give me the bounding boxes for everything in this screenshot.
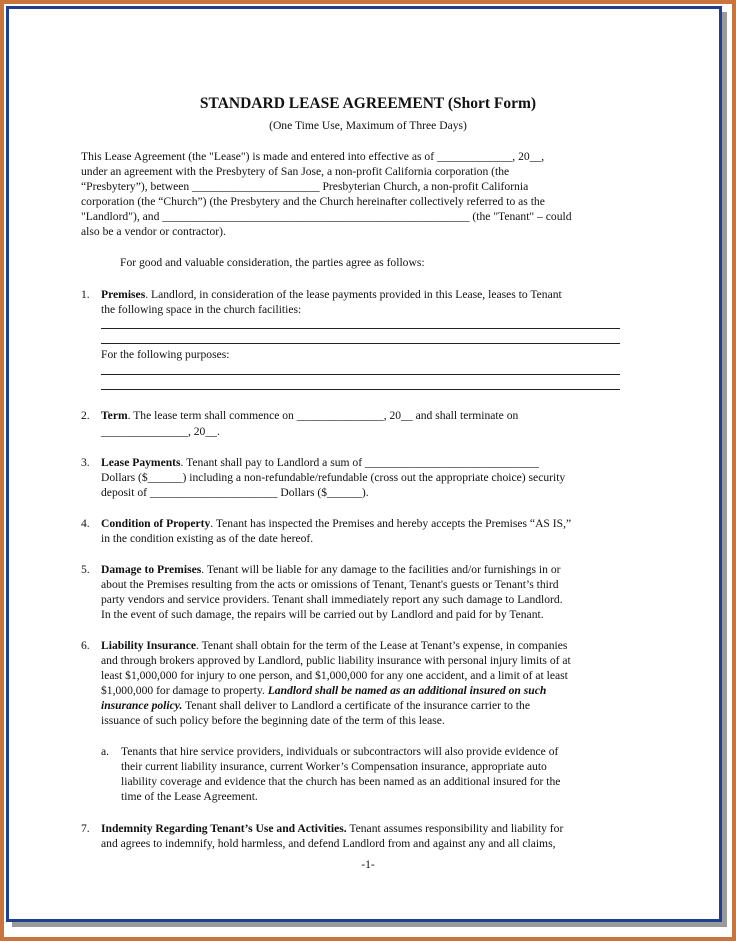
section-5-line: In the event of such damage, the repairs will be carried out by Landlord and paid for by Tenant.: [101, 608, 544, 621]
section-number: 2.: [81, 409, 90, 422]
intro-line: under an agreement with the Presbytery of San Jose, a non-profit California corporation (the: [81, 165, 510, 178]
section-heading: Damage to Premises: [101, 563, 202, 576]
section-3-line: deposit of ______________________ Dollars ($______).: [101, 486, 369, 499]
intro-line: “Presbytery”), between ______________________ Presbyterian Church, a non-profit California: [81, 180, 529, 193]
section-number: 3.: [81, 456, 90, 469]
section-number: 1.: [81, 288, 90, 301]
section-heading: Liability Insurance: [101, 639, 197, 652]
section-heading: Lease Payments: [101, 456, 181, 469]
section-heading: Term: [101, 409, 128, 422]
emphasis-text: Landlord shall be named as an additional insured on such: [267, 684, 547, 697]
section-6-line: and through brokers approved by Landlord, public liability insurance with personal injury limits of at: [101, 654, 571, 667]
section-heading: Premises: [101, 288, 146, 301]
section-7-line: and agrees to indemnify, hold harmless, and defend Landlord from and against any and all claims,: [101, 837, 556, 850]
section-6-line: least $1,000,000 for injury to one person, and $1,000,000 for any one accident, and a limit of at least: [101, 669, 568, 682]
section-6-line: issuance of such policy before the beginning date of the term of this lease.: [101, 714, 445, 727]
section-number: 7.: [81, 822, 90, 835]
section-6a-line: their current liability insurance, current Worker’s Compensation insurance, appropriate auto: [121, 760, 547, 773]
section-6a-line: liability coverage and evidence that the church has been named as an additional insured for the: [121, 775, 561, 788]
section-3-line: Dollars ($______) including a non-refundable/refundable (cross out the appropriate choice) security: [101, 471, 566, 484]
document-title: STANDARD LEASE AGREEMENT (Short Form): [199, 95, 537, 112]
section-6a-line: Tenants that hire service providers, individuals or subcontractors will also provide evidence of: [121, 745, 559, 758]
intro-line: This Lease Agreement (the "Lease") is made and entered into effective as of _____________, 20__,: [81, 150, 545, 163]
blank-line: [101, 389, 620, 390]
section-6-line: Liability Insurance. Tenant shall obtain for the term of the Lease at Tenant’s expense, in companies: [101, 639, 568, 652]
emphasis-text: insurance policy.: [101, 699, 183, 712]
section-6a-line: time of the Lease Agreement.: [121, 790, 258, 803]
purposes-label: For the following purposes:: [101, 348, 230, 361]
section-6-line: insurance policy. Tenant shall deliver to Landlord a certificate of the insurance carrier to the: [101, 699, 530, 712]
section-1-line: the following space in the church facilities:: [101, 303, 302, 316]
section-number: 4.: [81, 517, 90, 530]
subsection-letter: a.: [101, 745, 110, 758]
consideration-text: For good and valuable consideration, the parties agree as follows:: [120, 256, 425, 269]
section-2-line: Term. The lease term shall commence on _______________, 20__ and shall terminate on: [101, 409, 519, 422]
section-6-line: $1,000,000 for damage to property. Landlord shall be named as an additional insured on such: [101, 684, 547, 697]
section-3-line: Lease Payments. Tenant shall pay to Landlord a sum of ______________________________: [101, 456, 539, 469]
page-number: -1-: [361, 858, 375, 871]
section-5-line: Damage to Premises. Tenant will be liable for any damage to the facilities and/or furnishings in or: [101, 563, 561, 576]
section-number: 5.: [81, 563, 90, 576]
document-subtitle: (One Time Use, Maximum of Three Days): [269, 119, 467, 132]
blank-line: [101, 343, 620, 344]
section-2-line: _______________, 20__.: [101, 425, 220, 438]
section-5-line: party vendors and service providers. Tenant shall immediately report any such damage to Landlord.: [101, 593, 563, 606]
section-heading: Indemnity Regarding Tenant’s Use and Activities.: [101, 822, 347, 835]
intro-line: "Landlord"), and _____________________________________________________ (the "Tenant" – could: [81, 210, 572, 223]
section-heading: Condition of Property: [101, 517, 211, 530]
blank-line: [101, 328, 620, 329]
intro-line: also be a vendor or contractor).: [81, 225, 226, 238]
intro-line: corporation (the “Church”) (the Presbytery and the Church hereinafter collectively referred to as the: [81, 195, 545, 208]
section-5-line: about the Premises resulting from the acts or omissions of Tenant, Tenant's guests or Tenant’s third: [101, 578, 559, 591]
section-number: 6.: [81, 639, 90, 652]
blank-line: [101, 374, 620, 375]
section-1-line: Premises. Landlord, in consideration of the lease payments provided in this Lease, leases to Tenant: [101, 288, 562, 301]
section-4-line: Condition of Property. Tenant has inspected the Premises and hereby accepts the Premises “AS IS,”: [101, 517, 572, 530]
section-7-line: Indemnity Regarding Tenant’s Use and Activities. Tenant assumes responsibility and liability for: [101, 822, 564, 835]
section-4-line: in the condition existing as of the date hereof.: [101, 532, 314, 545]
